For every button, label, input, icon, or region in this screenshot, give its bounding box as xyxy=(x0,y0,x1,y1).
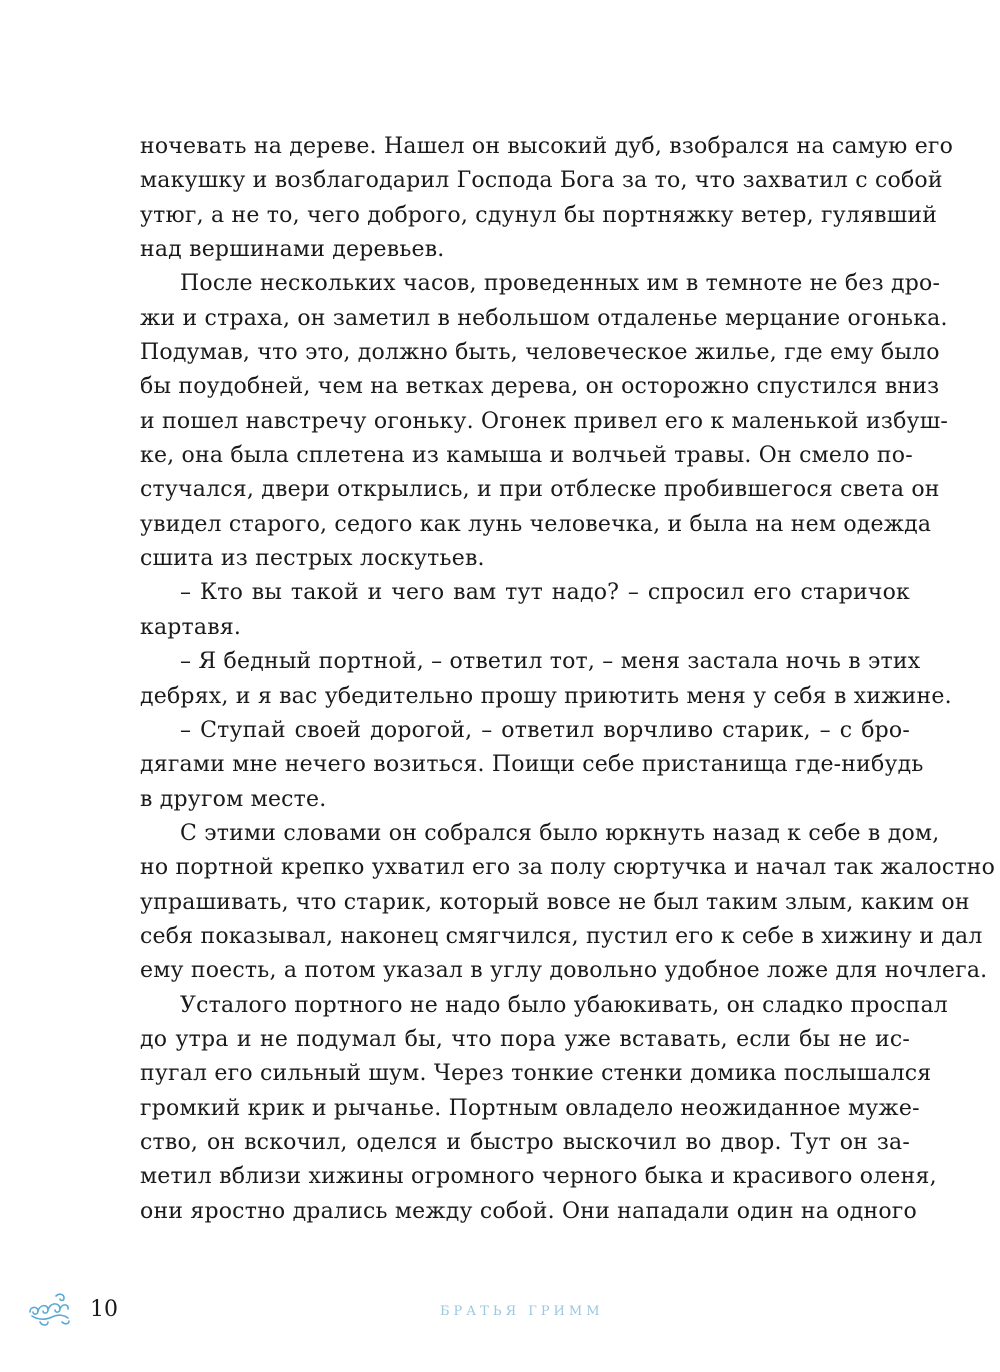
text-line: бы поудобней, чем на ветках дерева, он осторожно спустился вниз xyxy=(140,374,940,400)
text-line: макушку и возблагодарил Господа Бога за то, что захватил с собой xyxy=(140,168,943,194)
text-line: дебрях, и я вас убедительно прошу приютить меня у себя в хижине. xyxy=(140,683,952,709)
swirl-ornament-icon xyxy=(26,1290,74,1330)
text-line: сшита из пестрых лоскутьев. xyxy=(140,546,485,572)
running-title: БРАТЬЯ ГРИММ xyxy=(440,1304,604,1319)
text-line: себя показывал, наконец смягчился, пустил его к себе в хижину и дал xyxy=(140,923,983,949)
text-line: утюг, а не то, чего доброго, сдунул бы портняжку ветер, гулявший xyxy=(140,202,938,228)
text-line: пугал его сильный шум. Через тонкие стенки домика послышался xyxy=(140,1061,932,1087)
text-line: – Кто вы такой и чего вам тут надо? – спросил его старичок xyxy=(180,580,910,606)
text-line: ке, она была сплетена из камыша и волчьей травы. Он смело по- xyxy=(140,443,913,469)
text-line: до утра и не подумал бы, что пора уже вставать, если бы не ис- xyxy=(140,1026,910,1052)
text-line: стучался, двери открылись, и при отблеске пробившегося света он xyxy=(140,477,940,503)
text-line: – Я бедный портной, – ответил тот, – меня застала ночь в этих xyxy=(180,649,921,675)
text-line: ему поесть, а потом указал в углу довольно удобное ложе для ночлега. xyxy=(140,958,988,984)
text-line: ство, он вскочил, оделся и быстро выскочил во двор. Тут он за- xyxy=(140,1129,910,1155)
text-line: упрашивать, что старик, который вовсе не был таким злым, каким он xyxy=(140,889,970,915)
text-line: и пошел навстречу огоньку. Огонек привел его к маленькой избуш- xyxy=(140,408,948,434)
text-line: метил вблизи хижины огромного черного быка и красивого оленя, xyxy=(140,1164,937,1190)
text-line: они яростно дрались между собой. Они нападали один на одного xyxy=(140,1198,917,1224)
text-line: громкий крик и рычанье. Портным овладело неожиданное муже- xyxy=(140,1095,920,1121)
text-line: Подумав, что это, должно быть, человеческое жилье, где ему было xyxy=(140,340,940,366)
text-line: но портной крепко ухватил его за полу сюртучка и начал так жалостно xyxy=(140,855,996,881)
text-line: картавя. xyxy=(140,614,242,640)
text-line: ночевать на дереве. Нашел он высокий дуб, взобрался на самую его xyxy=(140,134,954,159)
text-line: жи и страха, он заметил в небольшом отдаленье мерцание огонька. xyxy=(140,305,948,331)
text-line: в другом месте. xyxy=(140,786,327,812)
text-line: увидел старого, седого как лунь человечка, и была на нем одежда xyxy=(140,511,932,537)
body-text xyxy=(140,130,996,1229)
text-line: После нескольких часов, проведенных им в темноте не без дро- xyxy=(180,271,941,297)
text-line: С этими словами он собрался было юркнуть назад к себе в дом, xyxy=(180,820,940,846)
text-line: дягами мне нечего возиться. Поищи себе пристанища где-нибудь xyxy=(140,752,924,778)
text-line: над вершинами деревьев. xyxy=(140,237,445,263)
page-number: 10 xyxy=(90,1297,118,1322)
text-line: Усталого портного не надо было убаюкивать, он сладко проспал xyxy=(180,992,948,1018)
text-line: – Ступай своей дорогой, – ответил ворчливо старик, – с бро- xyxy=(180,717,910,743)
